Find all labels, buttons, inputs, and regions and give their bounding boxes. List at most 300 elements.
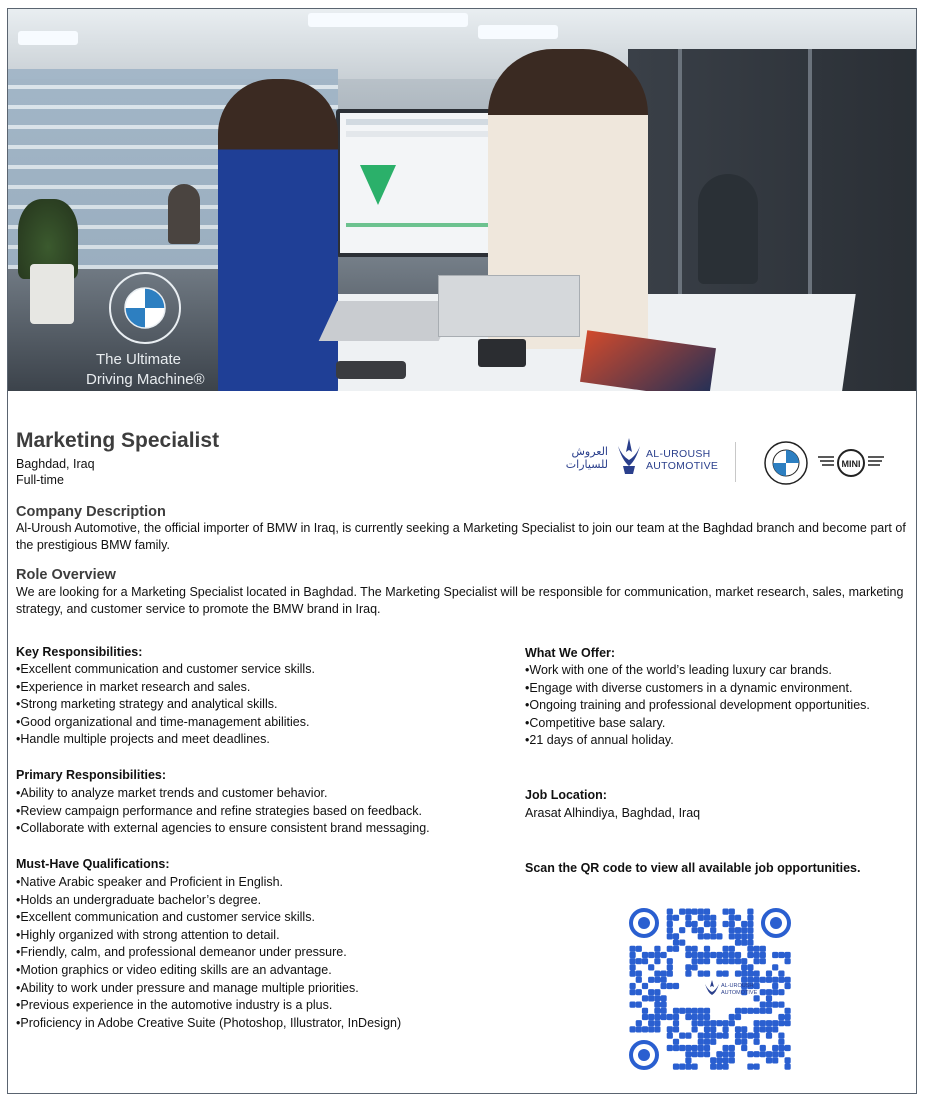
qr-module [735,1039,741,1045]
qr-module [661,995,667,1001]
list-item: •Engage with diverse customers in a dynamic environment. [525,680,853,695]
qr-code[interactable] [628,907,792,1071]
qr-module [747,964,753,970]
role-overview-text: We are looking for a Marketing Specialist located in Baghdad. The Marketing Specialist will be responsible for communication, market research, sales, marketing strategy, and customer service to promote the BMW brand in Iraq. [16,585,904,616]
qr-module [710,921,716,927]
qr-module [778,952,784,958]
qr-module [766,1026,772,1032]
qr-module [716,958,722,964]
qr-module [747,927,753,933]
qr-module [729,921,735,927]
qr-module [754,1064,760,1070]
qr-module [630,983,636,989]
qr-module [723,1051,729,1057]
qr-module [716,1057,722,1063]
qr-module [710,1020,716,1026]
qr-module [747,1008,753,1014]
qr-module [760,958,766,964]
qr-module [667,946,673,952]
qr-module [760,1008,766,1014]
qr-module [747,909,753,915]
qr-module [685,1064,691,1070]
qr-module [704,952,710,958]
qr-module [648,989,654,995]
qr-module [729,1057,735,1063]
qr-module [766,971,772,977]
qr-module [778,1045,784,1051]
qr-module [735,927,741,933]
key-responsibilities-heading: Key Responsibilities: [16,645,143,659]
qr-module [766,1051,772,1057]
qr-module [710,1033,716,1039]
qr-module [729,958,735,964]
list-item: •Previous experience in the automotive industry is a plus. [16,998,333,1013]
qr-module [772,1002,778,1008]
qr-module [685,1008,691,1014]
qr-module [673,1026,679,1032]
qr-module [785,1045,791,1051]
qr-module [723,1033,729,1039]
qr-module [673,1014,679,1020]
qr-module [661,952,667,958]
qr-module [698,1014,704,1020]
qr-module [754,1008,760,1014]
qr-module [747,971,753,977]
qr-module [772,1026,778,1032]
qr-module [710,933,716,939]
qr-module [642,983,648,989]
qr-module [698,909,704,915]
alurush-arabic-line1: العروش [571,446,608,458]
qr-module [654,1026,660,1032]
qr-module [735,1026,741,1032]
qr-module [710,952,716,958]
logo-divider [735,442,736,482]
qr-module [667,983,673,989]
qr-module [772,1057,778,1063]
qr-module [692,1051,698,1057]
qr-module [735,958,741,964]
job-type: Full-time [16,473,64,487]
list-item: •Handle multiple projects and meet deadlines. [16,732,270,747]
qr-module [630,946,636,952]
qr-module [673,983,679,989]
plant-pot [30,264,74,324]
qr-module [716,1020,722,1026]
qr-module [698,1051,704,1057]
qr-module [661,1002,667,1008]
qr-module [729,952,735,958]
qr-module [692,964,698,970]
qr-module [698,915,704,921]
hero-photo [8,9,916,391]
qr-module [673,1020,679,1026]
qr-module [654,1008,660,1014]
qr-module [673,933,679,939]
presenter-woman [218,79,338,391]
qr-finder-bottom-left [629,1040,659,1070]
job-title: Marketing Specialist [16,429,220,452]
qr-module [679,1033,685,1039]
qr-module [747,921,753,927]
qr-module [685,1057,691,1063]
qr-module [636,971,642,977]
qr-module [741,958,747,964]
list-item: •Ability to analyze market trends and customer behavior. [16,786,328,800]
company-description-text: Al-Uroush Automotive, the official importer of BMW in Iraq, is currently seeking a Marketing Specialist to join our team at the Baghdad branch and become part of the prestigious BMW family. [16,521,906,552]
qr-module [698,933,704,939]
qr-module [766,989,772,995]
qr-module [729,909,735,915]
qr-module [630,1026,636,1032]
qr-module [704,1026,710,1032]
qr-module [735,1014,741,1020]
qr-module [704,946,710,952]
qr-module [766,1057,772,1063]
qr-module [723,1026,729,1032]
phone [336,361,406,379]
qr-module [661,983,667,989]
qr-module [747,915,753,921]
ceiling-light [478,25,558,39]
qr-module [654,1002,660,1008]
qr-module [741,1033,747,1039]
qr-module [648,1014,654,1020]
qr-module [741,940,747,946]
qr-module [704,1008,710,1014]
qr-module [685,1051,691,1057]
qr-module [723,1057,729,1063]
qr-module [636,989,642,995]
qr-module [772,1020,778,1026]
qr-module [630,952,636,958]
qr-module [673,1008,679,1014]
qr-module [654,1020,660,1026]
qr-module [679,909,685,915]
alurush-crest-icon [614,436,644,478]
qr-caption: Scan the QR code to view all available job opportunities. [525,861,861,875]
list-item: •Motion graphics or video editing skills are an advantage. [16,962,332,977]
qr-module [785,1064,791,1070]
qr-module [747,952,753,958]
list-item: •Ongoing training and professional development opportunities. [525,698,870,713]
list-item: •Proficiency in Adobe Creative Suite (Photoshop, Illustrator, InDesign) [16,1015,402,1030]
alurush-arabic-line2: للسيارات [565,459,608,471]
primary-responsibilities-heading: Primary Responsibilities: [16,768,167,782]
qr-module [754,1033,760,1039]
qr-module [667,927,673,933]
qr-module [741,1045,747,1051]
qr-module [673,946,679,952]
list-item: •Holds an undergraduate bachelor’s degree. [16,892,262,907]
qr-module [654,971,660,977]
qr-module [723,971,729,977]
qr-module [760,952,766,958]
qr-module [704,971,710,977]
qr-module [735,915,741,921]
qr-module [630,971,636,977]
list-item: •Strong marketing strategy and analytical skills. [16,697,278,712]
qr-module [778,1014,784,1020]
qr-module [735,971,741,977]
qr-module [785,1008,791,1014]
qr-module [747,933,753,939]
primary-responsibilities-list [16,785,430,838]
qr-module [766,1008,772,1014]
role-overview-heading: Role Overview [16,567,116,583]
list-item: •Collaborate with external agencies to ensure consistent brand messaging. [16,821,430,836]
qr-module [679,1045,685,1051]
qr-module [778,1002,784,1008]
qr-module [654,1014,660,1020]
qr-module [704,921,710,927]
list-item: •Excellent communication and customer service skills. [16,910,315,925]
qr-module [754,983,760,989]
qr-module [692,1064,698,1070]
qr-module [778,1020,784,1026]
qr-module [685,952,691,958]
ceiling-light [308,13,468,27]
qr-module [642,1008,648,1014]
qr-module [741,927,747,933]
qr-module [692,946,698,952]
qr-module [698,1033,704,1039]
qr-module [723,958,729,964]
qr-module [747,977,753,983]
list-item: •Excellent communication and customer service skills. [16,662,315,676]
qr-module [735,1008,741,1014]
qr-module [692,958,698,964]
qr-module [648,995,654,1001]
qr-module [729,1051,735,1057]
list-item: •Highly organized with strong attention to detail. [16,927,280,942]
qr-module [667,1014,673,1020]
qr-module [729,933,735,939]
qr-module [667,921,673,927]
qr-module [630,958,636,964]
qr-center-logo-line1: AL-UROUSH [721,983,754,989]
qr-module [648,977,654,983]
qr-module [723,1045,729,1051]
qr-module [685,921,691,927]
background-person [698,174,758,284]
qr-module [723,1020,729,1026]
brand-logos [538,434,888,488]
company-description-heading: Company Description [16,504,166,520]
qr-module [754,1039,760,1045]
qr-module [698,927,704,933]
qr-module [673,940,679,946]
qr-module [723,946,729,952]
qr-module [642,995,648,1001]
qr-module [704,933,710,939]
background-person [168,184,200,244]
list-item: •Good organizational and time-management abilities. [16,714,310,729]
qr-module [630,989,636,995]
qr-module [636,1026,642,1032]
qr-module [760,977,766,983]
qr-module [685,915,691,921]
qr-module [636,958,642,964]
qr-module [760,1020,766,1026]
qr-module [729,927,735,933]
qr-module [642,1014,648,1020]
list-item: •Native Arabic speaker and Proficient in English. [16,875,284,889]
laptop [319,301,458,341]
qr-module [692,952,698,958]
list-item: •Ability to work under pressure and manage multiple priorities. [16,980,359,995]
qr-module [710,915,716,921]
qr-module [760,1045,766,1051]
qr-module [778,1039,784,1045]
qr-module [729,1045,735,1051]
qr-center-logo-line2: AUTOMOTIVE [721,990,758,996]
qr-module [636,1020,642,1026]
qr-module [747,1064,753,1070]
qr-module [667,909,673,915]
qr-module [766,977,772,983]
qr-module [741,1008,747,1014]
what-we-offer-list [525,662,870,750]
qr-module [760,946,766,952]
qr-module [667,933,673,939]
qr-module [667,1045,673,1051]
qr-module [754,1020,760,1026]
qr-module [754,1026,760,1032]
qr-module [661,1014,667,1020]
qr-module [741,977,747,983]
qr-module [654,995,660,1001]
qr-module [698,1008,704,1014]
qr-module [710,927,716,933]
qr-module [716,952,722,958]
qr-module [729,1014,735,1020]
qualifications-heading: Must-Have Qualifications: [16,857,170,871]
qr-module [785,958,791,964]
qr-module [692,1026,698,1032]
qr-module [710,1064,716,1070]
qr-module [704,1014,710,1020]
job-location: Baghdad, Iraq [16,457,95,471]
qr-finder-top-left [629,908,659,938]
qr-module [754,952,760,958]
qr-module [654,946,660,952]
qr-module [785,952,791,958]
qr-module [698,1039,704,1045]
qr-module [692,921,698,927]
qr-module [667,915,673,921]
list-item: •Competitive base salary. [525,715,666,730]
list-item: •Work with one of the world’s leading luxury car brands. [525,663,832,677]
qr-module [716,933,722,939]
qr-module [661,977,667,983]
qr-module [698,1045,704,1051]
qr-module [785,977,791,983]
bmw-tagline-line2: Driving Machine® [86,371,205,388]
qr-module [772,989,778,995]
qr-module [729,915,735,921]
qr-module [642,952,648,958]
qr-module [754,1051,760,1057]
qr-module [778,971,784,977]
qr-module [766,1033,772,1039]
qr-module [723,921,729,927]
qr-module [704,1039,710,1045]
qr-module [685,971,691,977]
qr-module [754,958,760,964]
alurush-english-name [646,448,718,472]
qr-module [661,971,667,977]
qr-module [760,1051,766,1057]
qr-module [685,1014,691,1020]
alurush-english-line2: AUTOMOTIVE [646,460,719,472]
qr-module [772,983,778,989]
qr-module [747,1033,753,1039]
qr-module [778,977,784,983]
qr-module [692,927,698,933]
qr-module [741,1026,747,1032]
qr-module [778,1051,784,1057]
qr-module [772,952,778,958]
qr-module [778,1033,784,1039]
qr-module [785,983,791,989]
qr-center-backdrop [680,977,740,1001]
list-item: •21 days of annual holiday. [525,733,674,748]
qr-finder-top-right [761,908,791,938]
qr-module [735,940,741,946]
qr-module [654,989,660,995]
qr-module [685,1033,691,1039]
qr-module [766,1020,772,1026]
qr-module [729,1020,735,1026]
qr-module [754,977,760,983]
job-location-heading: Job Location: [525,788,607,802]
qr-module [704,909,710,915]
qr-module [661,1008,667,1014]
alurush-arabic-name [538,446,608,472]
qr-module [747,940,753,946]
qr-module [673,1039,679,1045]
qr-module [716,1051,722,1057]
qr-module [685,909,691,915]
qr-module [642,1026,648,1032]
qr-module [648,964,654,970]
qr-module [785,1014,791,1020]
qr-module [716,971,722,977]
qr-module [654,977,660,983]
bmw-logo-icon [108,271,182,345]
qr-module [741,921,747,927]
qr-module [679,940,685,946]
qr-module [754,995,760,1001]
qr-module [685,946,691,952]
qr-module [667,958,673,964]
mini-logo-text: MINI [841,459,861,469]
qr-module [704,915,710,921]
qr-module [704,958,710,964]
qr-module [698,958,704,964]
qr-module [723,1064,729,1070]
qr-module [723,952,729,958]
qr-module [710,1026,716,1032]
qr-module [679,1008,685,1014]
qr-module [778,989,784,995]
qr-module [667,1033,673,1039]
qr-module [772,1051,778,1057]
qr-module [704,1051,710,1057]
qr-module [704,1033,710,1039]
qr-module [636,977,642,983]
